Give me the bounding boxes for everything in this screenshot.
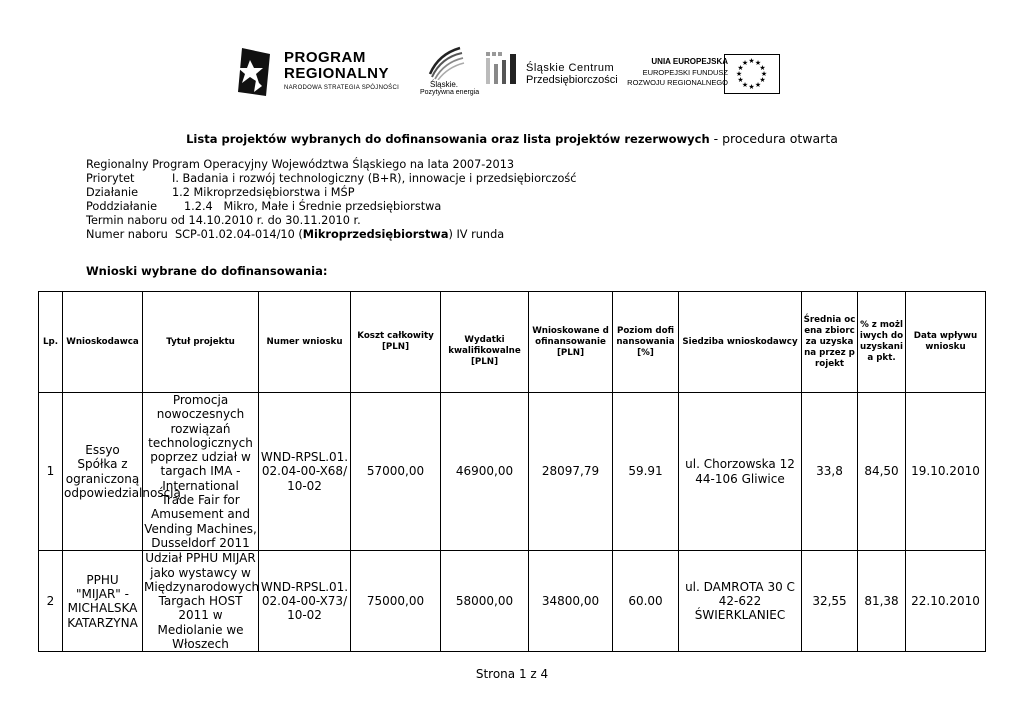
- siedziba-line-2: 44-106 Gliwice: [695, 471, 785, 486]
- header-ocena: Średnia ocena zbiorcza uzyskana przez projekt: [802, 292, 858, 393]
- slaskie-logo: [418, 42, 480, 100]
- svg-text:★: ★: [754, 59, 762, 67]
- meta-program: Regionalny Program Operacyjny Województwa Śląskiego na lata 2007-2013: [86, 158, 515, 171]
- header-procent: % z możliwych do uzyskania pkt.: [858, 292, 906, 393]
- table-row: [39, 551, 986, 652]
- header-tytul: Tytuł projektu: [143, 292, 259, 393]
- cell-tytul: Udział PPHU MIJAR jako wystawcy w Międzynarodowych Targach HOST 2011 w Mediolanie we Włoszech: [144, 551, 260, 652]
- scp-logo: [486, 42, 618, 92]
- slaskie-text: Śląskie.: [430, 80, 459, 89]
- meta-dzialanie-label: Działanie: [86, 186, 139, 199]
- cell-procent: 81,38: [858, 551, 906, 652]
- svg-text:★: ★: [759, 76, 766, 84]
- cell-dofinansowanie: 34800,00: [529, 551, 613, 652]
- cell-poziom: 60.00: [613, 551, 679, 652]
- header-lp: Lp.: [39, 292, 63, 393]
- cell-ocena: 33,8: [802, 393, 858, 551]
- program-regionalny-logo: [236, 42, 406, 100]
- cell-wnioskodawca: PPHU "MIJAR" - MICHALSKA KATARZYNA: [63, 551, 143, 652]
- siedziba-line-1: ul. Chorzowska 12: [685, 457, 795, 472]
- cell-lp: 1: [39, 393, 63, 551]
- header-wnioskodawca: Wnioskodawca: [63, 292, 143, 393]
- meta-numer-prefix: Numer naboru SCP-01.02.04-014/10 (: [86, 228, 303, 241]
- meta-priorytet-label: Priorytet: [86, 172, 135, 185]
- svg-text:★: ★: [735, 70, 743, 78]
- header-siedziba: Siedziba wnioskodawcy: [679, 292, 802, 393]
- cell-tytul: Promocja nowoczesnych rozwiązań technologicznych poprzez udział w targach IMA - International Trade Fair for Amusement and Vending Machines, Dusseldorf 2011: [144, 393, 257, 550]
- meta-priorytet-value: I. Badania i rozwój technologiczny (B+R), innowacje i przedsiębiorczość: [172, 172, 577, 185]
- ue-text-2: EUROPEJSKI FUNDUSZ: [642, 68, 728, 77]
- meta-block: [86, 158, 577, 242]
- logo-bar: [0, 42, 1024, 104]
- scp-bars-icon: [486, 50, 522, 86]
- meta-poddzialanie: [86, 200, 577, 214]
- scp-text-1: Śląskie Centrum: [526, 62, 615, 74]
- section-title: Wnioski wybrane do dofinansowania:: [86, 264, 328, 278]
- eu-flag-icon: [724, 54, 780, 94]
- meta-numer-suffix: ) IV runda: [448, 228, 505, 241]
- cell-procent: 84,50: [858, 393, 906, 551]
- svg-text:★: ★: [737, 76, 744, 84]
- meta-dzialanie: [86, 186, 577, 200]
- header-numer: Numer wniosku: [259, 292, 351, 393]
- ue-text-1: UNIA EUROPEJSKA: [651, 57, 728, 66]
- svg-text:★: ★: [737, 64, 744, 72]
- table-row: [39, 393, 986, 551]
- siedziba-line-2: 42-622 ŚWIERKLANIEC: [694, 594, 786, 623]
- cell-lp: 2: [39, 551, 63, 652]
- ue-text-3: ROZWOJU REGIONALNEGO: [627, 78, 728, 87]
- scp-text-2: Przedsiębiorczości: [526, 74, 618, 86]
- meta-poddzialanie-value: 1.2.4 Mikro, Małe i Średnie przedsiębiorstwa: [184, 200, 442, 213]
- cell-numer: WND-RPSL.01.02.04-00-X68/10-02: [259, 393, 351, 551]
- cell-wnioskodawca: Essyo Spółka z ograniczoną odpowiedzialnością: [63, 393, 143, 551]
- svg-text:★: ★: [754, 81, 762, 89]
- cell-wydatki: 58000,00: [441, 551, 529, 652]
- cell-data: 22.10.2010: [906, 551, 986, 652]
- projects-table: [38, 291, 986, 652]
- page-footer: Strona 1 z 4: [475, 667, 549, 681]
- cell-poziom: 59.91: [613, 393, 679, 551]
- header-dofinansowanie: Wnioskowane dofinansowanie [PLN]: [529, 292, 613, 393]
- slaskie-slogan: Pozytywna energia: [420, 89, 480, 96]
- siedziba-line-1: ul. DAMROTA 30 C: [685, 579, 795, 594]
- cell-ocena: 32,55: [802, 551, 858, 652]
- title-bold: Lista projektów wybranych do dofinansowania oraz lista projektów rezerwowych: [186, 132, 710, 146]
- slaskie-swirl-icon: [426, 44, 466, 80]
- cell-numer: WND-RPSL.01.02.04-00-X73/10-02: [259, 551, 351, 652]
- svg-text:★: ★: [748, 83, 755, 91]
- cell-koszt: 75000,00: [351, 551, 441, 652]
- meta-poddzialanie-label: Poddziałanie: [86, 200, 158, 213]
- program-regionalny-emblem-icon: [236, 46, 274, 98]
- cell-koszt: 57000,00: [351, 393, 441, 551]
- table-header-row: [39, 292, 986, 393]
- header-wydatki: Wydatki kwalifikowalne [PLN]: [441, 292, 529, 393]
- header-poziom: Poziom dofinansowania [%]: [613, 292, 679, 393]
- header-koszt: Koszt całkowity [PLN]: [351, 292, 441, 393]
- logo-text-nss: NARODOWA STRATEGIA SPÓJNOŚCI: [284, 85, 400, 91]
- svg-text:★: ★: [759, 64, 766, 72]
- logo-text-program: PROGRAM: [284, 49, 366, 66]
- cell-wydatki: 46900,00: [441, 393, 529, 551]
- svg-text:★: ★: [741, 81, 749, 89]
- meta-numer: [86, 228, 577, 242]
- logo-text-regionalny: REGIONALNY: [284, 65, 390, 82]
- meta-termin: Termin naboru od 14.10.2010 r. do 30.11.2010 r.: [86, 214, 361, 227]
- svg-text:★: ★: [741, 59, 749, 67]
- meta-dzialanie-value: 1.2 Mikroprzedsiębiorstwa i MŚP: [172, 186, 355, 199]
- header-data: Data wpływu wniosku: [906, 292, 986, 393]
- cell-siedziba: [679, 551, 802, 652]
- cell-data: 19.10.2010: [906, 393, 986, 551]
- cell-dofinansowanie: 28097,79: [529, 393, 613, 551]
- svg-text:★: ★: [760, 70, 768, 78]
- document-title: [0, 131, 1024, 146]
- title-rest: - procedura otwarta: [709, 131, 838, 146]
- ue-text-logo: [618, 42, 728, 92]
- meta-priorytet: [86, 172, 577, 186]
- meta-numer-bold: Mikroprzedsiębiorstwa: [302, 228, 449, 241]
- cell-siedziba: [679, 393, 802, 551]
- svg-text:★: ★: [748, 57, 755, 65]
